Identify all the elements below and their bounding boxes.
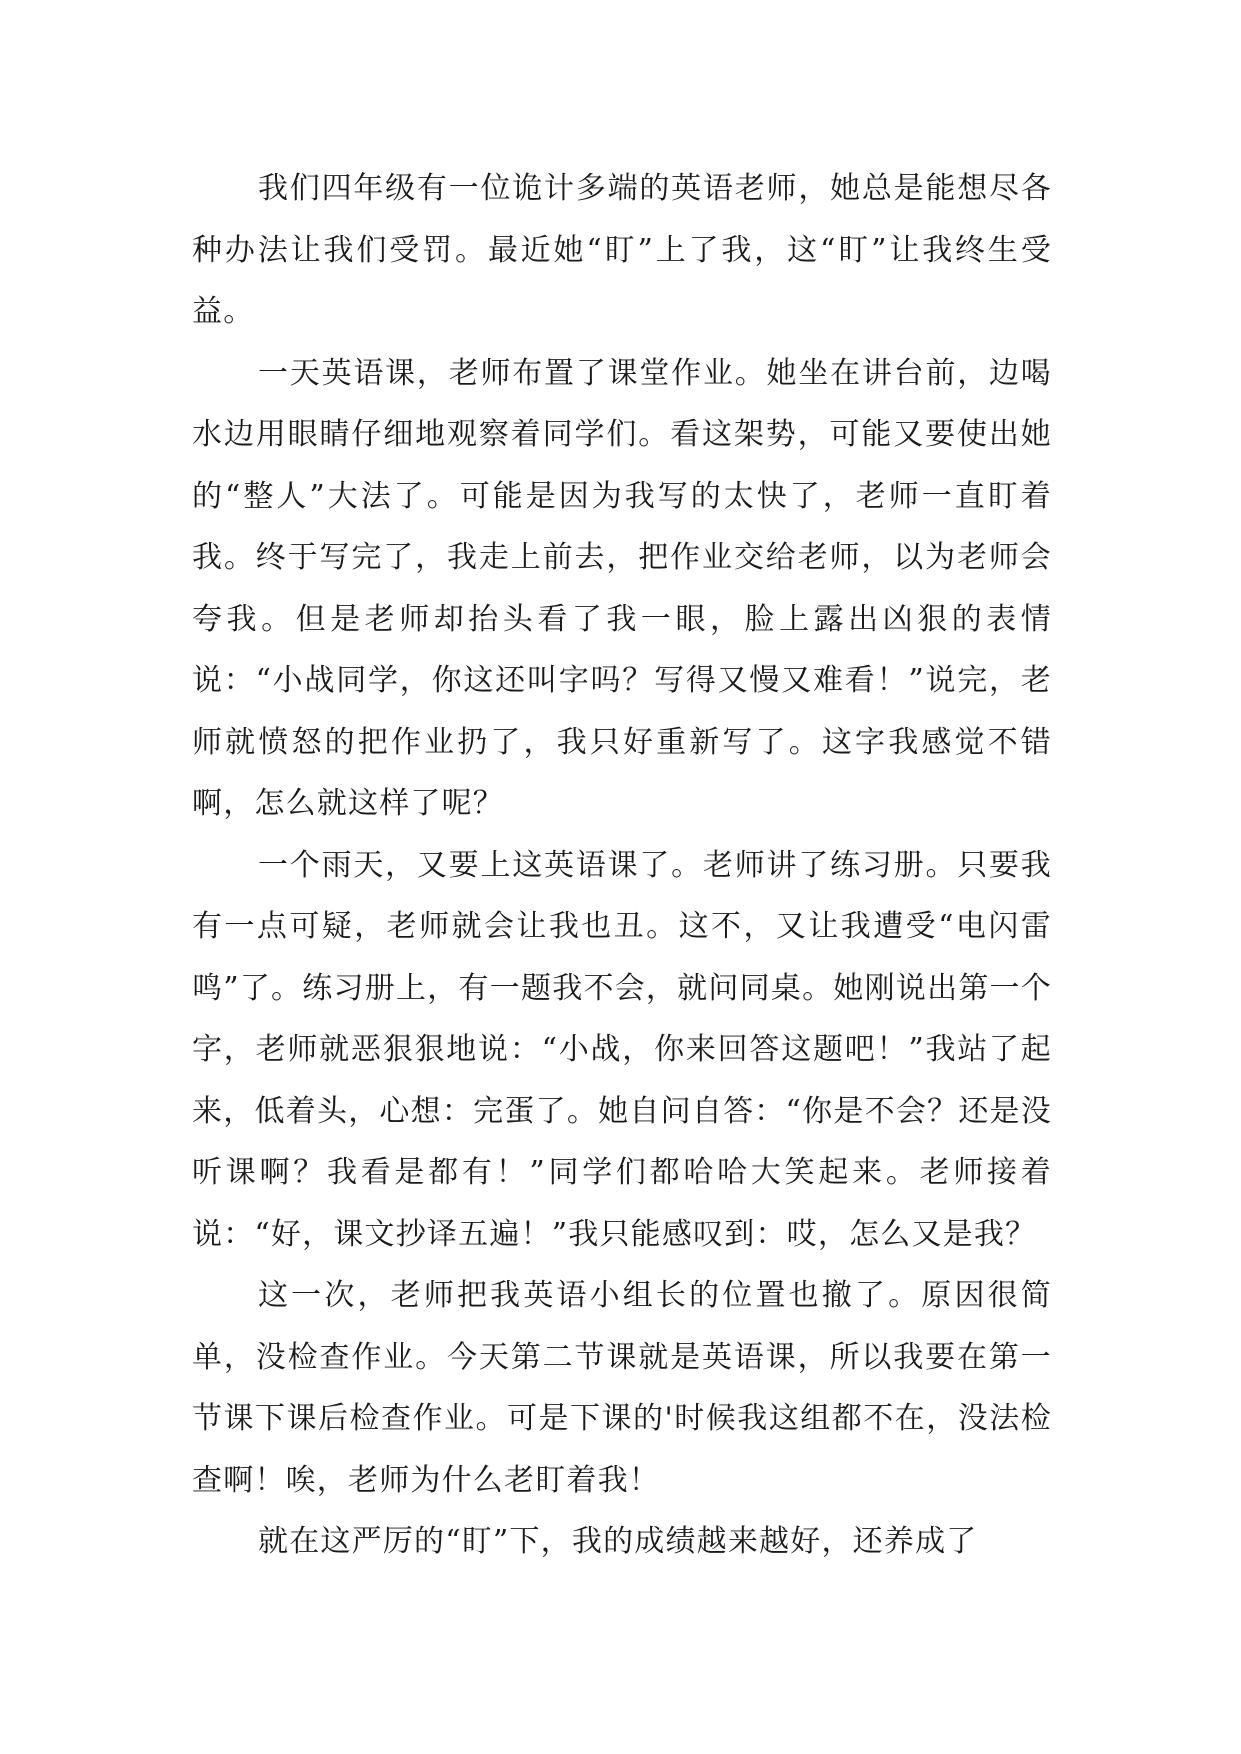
paragraph-2: 一天英语课，老师布置了课堂作业。她坐在讲台前，边喝水边用眼睛仔细地观察着同学们。看这架势，可能又要使出她的“整人”大法了。可能是因为我写的太快了，老师一直盯着我。终于写完了，我走上前去，把作业交给老师，以为老师会夸我。但是老师却抬头看了我一眼，脸上露出凶狠的表情说：“小战同学，你这还叫字吗？写得又慢又难看！”说完，老师就愤怒的把作业扔了，我只好重新写了。这字我感觉不错啊，怎么就这样了呢？ bbox=[192, 355, 1052, 821]
document-body bbox=[192, 158, 1052, 1573]
paragraph-4: 这一次，老师把我英语小组长的位置也撤了。原因很简单，没检查作业。今天第二节课就是英语课，所以我要在第一节课下课后检查作业。可是下课的'时候我这组都不在，没法检查啊！唉，老师为什么老盯着我！ bbox=[192, 1278, 1052, 1498]
paragraph-3: 一个雨天，又要上这英语课了。老师讲了练习册。只要我有一点可疑，老师就会让我也丑。这不，又让我遭受“电闪雷鸣”了。练习册上，有一题我不会，就问同桌。她刚说出第一个字，老师就恶狠狠地说：“小战，你来回答这题吧！”我站了起来，低着头，心想：完蛋了。她自问自答：“你是不会？还是没听课啊？我看是都有！”同学们都哈哈大笑起来。老师接着说：“好，课文抄译五遍！”我只能感叹到：哎，怎么又是我？ bbox=[192, 847, 1052, 1252]
paragraph-5: 就在这严厉的“盯”下，我的成绩越来越好，还养成了 bbox=[258, 1524, 978, 1559]
paragraph-1: 我们四年级有一位诡计多端的英语老师，她总是能想尽各种办法让我们受罚。最近她“盯”上了我，这“盯”让我终生受益。 bbox=[192, 171, 1052, 329]
